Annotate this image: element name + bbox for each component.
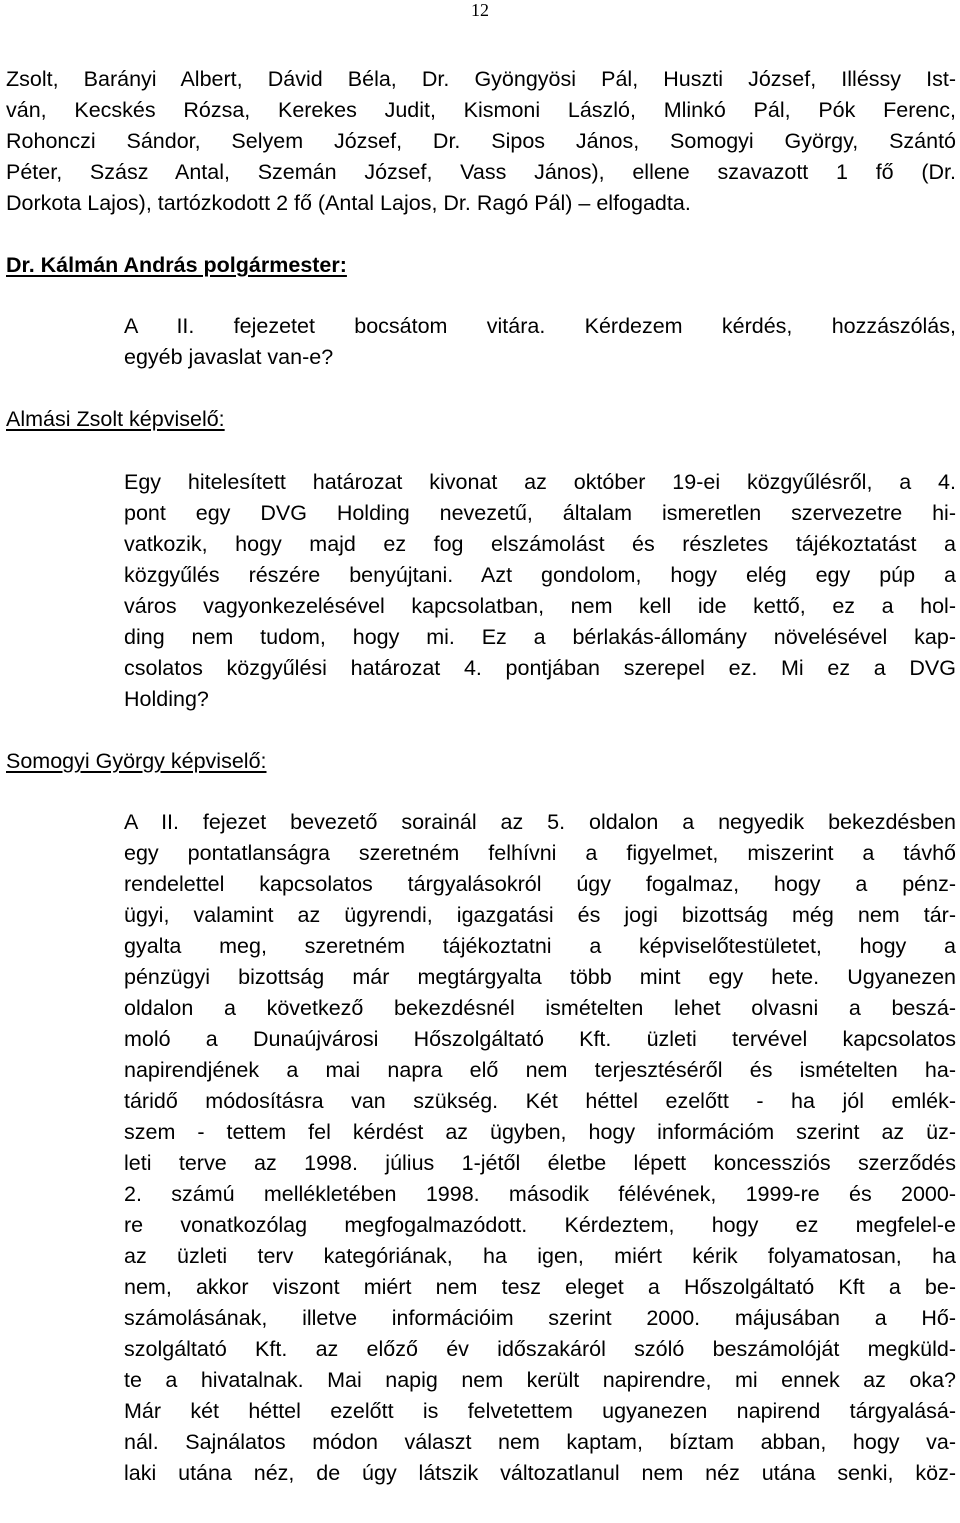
speech-line: számolásának, illetve információim szerint 2000. májusában a Hő- [124,1306,956,1330]
speech-line: pont egy DVG Holding nevezetű, általam ismeretlen szervezetre hi- [124,501,956,525]
speech-line: pénzügyi bizottság már megtárgyalta több mint egy hete. Ugyanezen [124,965,956,989]
speech-line: csolatos közgyűlési határozat 4. pontjában szerepel ez. Mi ez a DVG [124,656,956,680]
speech-line: közgyűlés részére benyújtani. Azt gondolom, hogy elég egy púp a [124,563,956,587]
speech-line: szolgáltató Kft. az előző év időszakáról szóló beszámolóját megküld- [124,1337,956,1361]
speech-line: moló a Dunaújvárosi Hőszolgáltató Kft. üzleti tervével kapcsolatos [124,1027,956,1051]
speech-line: Már két héttel ezelőtt is felvetettem ugyanezen napirend tárgyalásá- [124,1399,956,1423]
speech-line: leti terve az 1998. július 1-jétől életbe lépett koncessziós szerződés [124,1151,956,1175]
speech-line: A II. fejezetet bocsátom vitára. Kérdezem kérdés, hozzászólás, [124,314,956,338]
page-number: 12 [471,0,489,20]
speech-line: város vagyonkezelésével kapcsolatban, nem kell ide kettő, ez a hol- [124,594,956,618]
intro-line: Rohonczi Sándor, Selyem József, Dr. Sipos János, Somogyi György, Szántó [6,129,956,153]
speech-line: az üzleti terv kategóriának, ha igen, miért kérik folyamatosan, ha [124,1244,956,1268]
speech-line: 2. számú mellékletében 1998. második félévének, 1999-re és 2000- [124,1182,956,1206]
speech-line: egy pontatlanságra szeretném felhívni a figyelmet, miszerint a távhő [124,841,956,865]
speech-line: ügyi, valamint az ügyrendi, igazgatási és jogi bizottság még nem tár- [124,903,956,927]
speech-line: ding nem tudom, hogy mi. Ez a bérlakás-állomány növelésével kap- [124,625,956,649]
speech-line: egyéb javaslat van-e? [124,345,334,369]
speech-line: oldalon a következő bekezdésnél ismételten lehet olvasni a beszá- [124,996,956,1020]
intro-line: Péter, Szász Antal, Szemán József, Vass János), ellene szavazott 1 fő (Dr. [6,160,956,184]
intro-line: Zsolt, Barányi Albert, Dávid Béla, Dr. Gyöngyösi Pál, Huszti József, Illéssy Ist- [6,67,956,91]
speech-line: vatkozik, hogy majd ez fog elszámolást és részletes tájékoztatást a [124,532,956,556]
speech-line: A II. fejezet bevezető sorainál az 5. oldalon a negyedik bekezdésben [124,810,956,834]
speech-line: Egy hitelesített határozat kivonat az október 19-ei közgyűlésről, a 4. [124,470,956,494]
intro-line: Dorkota Lajos), tartózkodott 2 fő (Antal Lajos, Dr. Ragó Pál) – elfogadta. [6,191,691,215]
speech-line: te a hivatalnak. Mai napig nem került napirendre, mi ennek az oka? [124,1368,956,1392]
intro-line: ván, Kecskés Rózsa, Kerekes Judit, Kismoni László, Mlinkó Pál, Pók Ferenc, [6,98,956,122]
speech-line: laki utána néz, de úgy látszik változatlanul nem néz utána senki, köz- [124,1461,956,1485]
speech-line: nem, akkor viszont miért nem tesz eleget a Hőszolgáltató Kft a be- [124,1275,956,1299]
speech-line: napirendjének a mai napra elő nem terjesztéséről és ismételten ha- [124,1058,956,1082]
speech-line: nál. Sajnálatos módon választ nem kaptam, bíztam abban, hogy va- [124,1430,956,1454]
speech-line: gyalta meg, szeretném tájékoztatni a képviselőtestületet, hogy a [124,934,956,958]
speech-line: táridő módosításra van szükség. Két héttel ezelőtt - ha jól emlék- [124,1089,956,1113]
speech-line: szem - tettem fel kérdést az ügyben, hogy információm szerint az üz- [124,1120,956,1144]
speaker-heading-almasi: Almási Zsolt képviselő: [6,407,225,431]
speaker-heading-mayor: Dr. Kálmán András polgármester: [6,253,347,277]
speaker-heading-somogyi: Somogyi György képviselő: [6,749,267,773]
speech-line: re vonatkozólag megfogalmazódott. Kérdeztem, hogy ez megfelel-e [124,1213,956,1237]
speech-line: rendelettel kapcsolatos tárgyalásokról úgy fogalmaz, hogy a pénz- [124,872,956,896]
speech-line: Holding? [124,687,209,711]
